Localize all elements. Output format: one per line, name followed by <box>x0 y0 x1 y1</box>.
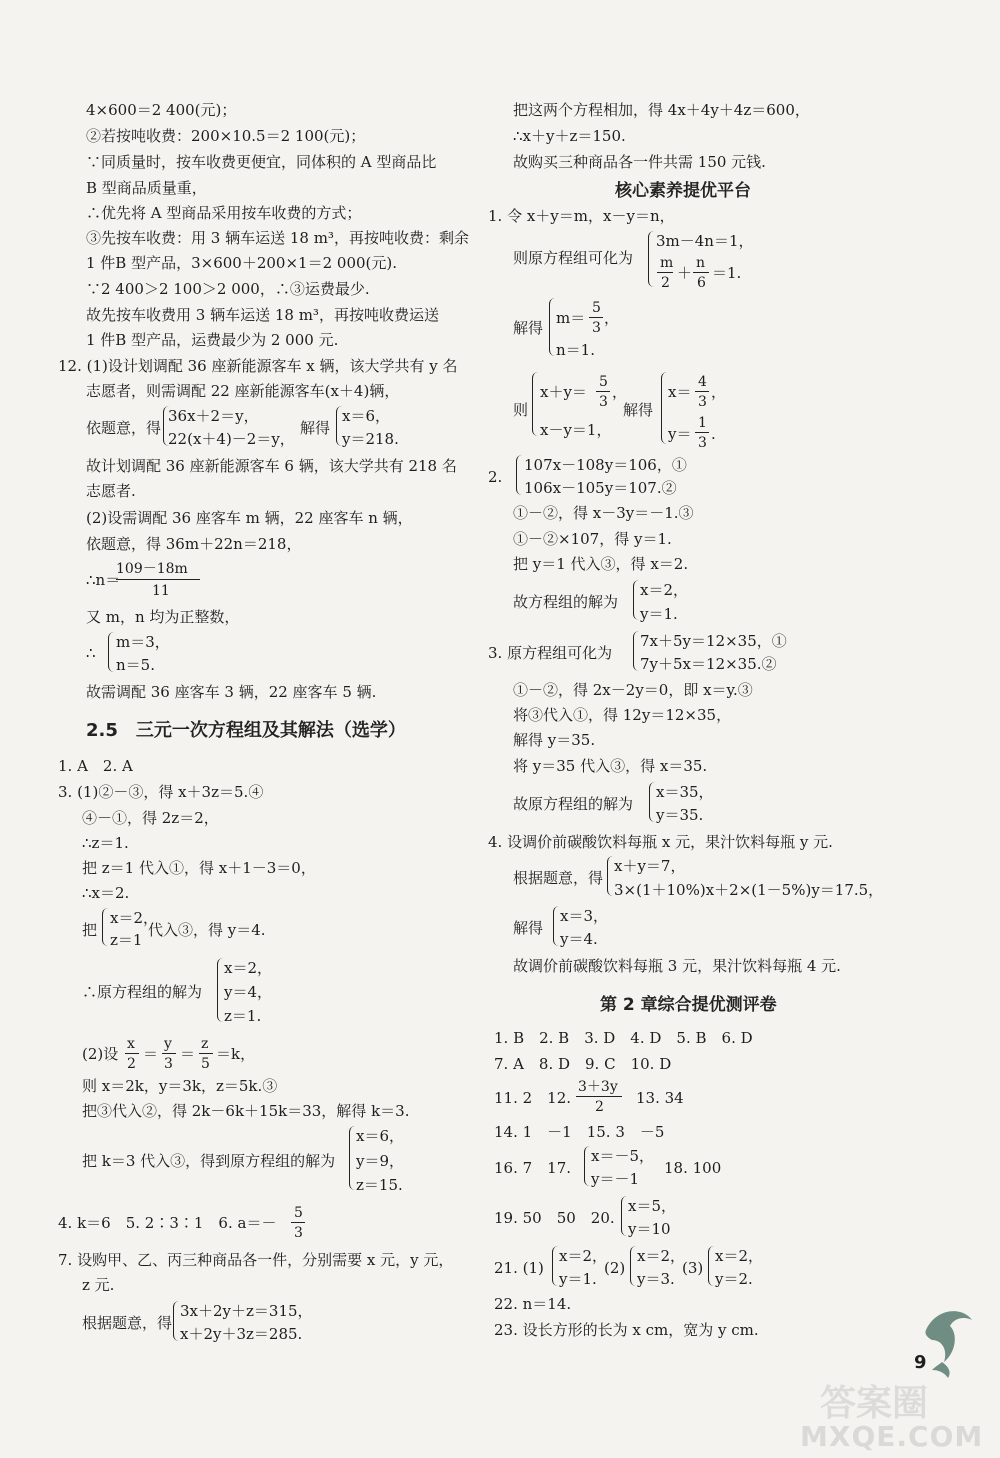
system-eq: x＝2， <box>637 1247 686 1265</box>
fraction-denominator: 6 <box>697 275 706 291</box>
text-line: B 型商品质量重， <box>86 179 207 197</box>
brace <box>549 298 556 356</box>
system-eq: n＝5. <box>116 656 155 674</box>
system-eq: 36x＋2＝y， <box>168 407 259 425</box>
system-eq: y＝10 <box>628 1220 671 1238</box>
system-eq: 7x＋5y＝12×35，① <box>640 632 787 650</box>
text-line: 7. 设购甲、乙、丙三种商品各一件，分别需要 x 元，y 元， <box>58 1251 454 1269</box>
text-line: 根据题意，得 <box>513 869 604 887</box>
system-eq: 107x－108y＝106，① <box>524 456 687 474</box>
section-title: 2.5 三元一次方程组及其解法（选学） <box>86 720 406 741</box>
system-eq: x＝2， <box>559 1247 608 1265</box>
text-line: 13. 34 <box>636 1089 684 1107</box>
fraction-numerator: x <box>127 1036 135 1052</box>
text-line: 则 <box>513 401 529 419</box>
system-eq: x＋2y＋3z＝285. <box>180 1325 303 1343</box>
brace <box>607 856 614 896</box>
text-line: 解得 <box>513 919 544 937</box>
text-line: 则原方程组可化为 <box>513 249 634 267</box>
fraction-bar <box>116 579 200 580</box>
system-eq: x＝ <box>668 383 692 401</box>
system-eq: m＝ <box>556 309 586 327</box>
text-line: 解得 y＝35. <box>513 731 596 749</box>
text-line: 1. B 2. B 3. D 4. D 5. B 6. D <box>494 1029 753 1047</box>
text-line: 解得 <box>623 401 654 419</box>
question-12: 12. (1)设计划调配 36 座新能源客车 x 辆，该大学共有 y 名 <box>58 357 458 375</box>
fraction-numerator: 5 <box>294 1205 303 1221</box>
fraction-denominator: 3 <box>698 435 707 451</box>
text-line: 把这两个方程相加，得 4x＋4y＋4z＝600， <box>513 101 810 119</box>
watermark-logo: 答案圈 <box>820 1383 929 1424</box>
brace <box>532 372 539 436</box>
text-line: 故购买三种商品各一件共需 150 元钱. <box>513 153 766 171</box>
system-eq: x＝2， <box>224 959 273 977</box>
brace <box>633 580 640 620</box>
text-line: 1. 令 x＋y＝m，x－y＝n， <box>488 207 675 225</box>
fraction-numerator: 109－18m <box>116 561 188 577</box>
text-line: ∴优先将 A 型商品采用按车收费的方式； <box>86 204 362 222</box>
brace <box>621 1196 628 1236</box>
text-line: ， <box>604 309 620 327</box>
system-eq: 3m－4n＝1， <box>656 232 754 250</box>
fraction-numerator: 1 <box>698 415 707 431</box>
fraction-denominator: 2 <box>661 275 670 291</box>
system-eq: x＋y＝7， <box>614 857 686 875</box>
text-line: ∴z＝1. <box>82 834 129 852</box>
system-eq: z＝15. <box>356 1176 403 1194</box>
brace <box>553 906 560 946</box>
text-line: 故需调配 36 座客车 3 辆，22 座客车 5 辆. <box>86 683 377 701</box>
brace <box>217 958 224 1022</box>
text-line: . <box>711 425 716 443</box>
text-line: 1. A 2. A <box>58 757 133 775</box>
text-line: ②若按吨收费：200×10.5＝2 100(元)； <box>86 127 366 145</box>
system-eq: x＋y＝ <box>540 383 587 401</box>
text-line: 11. 2 12. <box>494 1089 572 1107</box>
text-line: ∴x＝2. <box>82 884 130 902</box>
fraction-denominator: 2 <box>595 1099 604 1115</box>
text-line: (3) <box>682 1259 704 1277</box>
system-eq: x＝3， <box>560 907 609 925</box>
text-line: 志愿者. <box>86 482 136 500</box>
text-line: ， <box>612 383 628 401</box>
text-line: 故计划调配 36 座新能源客车 6 辆，该大学共有 218 名 <box>86 457 457 475</box>
system-eq: x＝2， <box>110 909 159 927</box>
text-line: 将③代入①，得 12y＝12×35， <box>513 706 732 724</box>
system-eq: y＝3. <box>637 1270 675 1288</box>
system-eq: y＝35. <box>656 806 704 824</box>
text-line: 3. (1)②－③，得 x＋3z＝5.④ <box>58 783 264 801</box>
text-line: z 元. <box>82 1276 115 1294</box>
dolphin-icon <box>918 1300 978 1380</box>
text-line: 故先按车收费用 3 辆车运送 18 m³，再按吨收费运送 <box>86 306 439 324</box>
text-line: ④－①，得 2z＝2， <box>82 809 219 827</box>
fraction-numerator: 5 <box>599 374 608 390</box>
text-line: 又 m，n 均为正整数， <box>86 608 240 626</box>
text-line: 18. 100 <box>664 1159 722 1177</box>
text-line: ＋ <box>677 264 693 282</box>
brace <box>108 632 115 672</box>
text-line: 代入③，得 y＝4. <box>148 921 266 939</box>
fraction-denominator: 3 <box>599 394 608 410</box>
brace <box>552 1246 559 1286</box>
text-line: ③先按车收费：用 3 辆车运送 18 m³，再按吨收费：剩余 <box>86 229 469 247</box>
fraction-denominator: 11 <box>152 583 170 599</box>
text-line: ①－②，得 x－3y＝－1.③ <box>513 504 694 522</box>
text-line: 根据题意，得 <box>82 1314 173 1332</box>
system-eq: 3x＋2y＋z＝315， <box>180 1302 313 1320</box>
text-line: 2. <box>488 468 503 486</box>
text-line: 1 件B 型产品，3×600＋200×1＝2 000(元). <box>86 254 398 272</box>
system-eq: y＝4. <box>560 930 598 948</box>
brace <box>349 1126 356 1190</box>
text-line: ＝1. <box>712 264 742 282</box>
text-line: ∴ <box>86 644 96 662</box>
system-eq: z＝1 <box>110 931 143 949</box>
text-line: 把 y＝1 代入③，得 x＝2. <box>513 555 689 573</box>
system-eq: x－y＝1， <box>540 421 612 439</box>
system-eq: 3×(1＋10%)x＋2×(1－5%)y＝17.5， <box>614 881 884 899</box>
text-line: 16. 7 17. <box>494 1159 572 1177</box>
system-eq: n＝1. <box>556 341 595 359</box>
fraction-numerator: z <box>201 1036 209 1052</box>
brace <box>708 1246 715 1286</box>
fraction-numerator: 4 <box>698 374 707 390</box>
text-line: 4. 设调价前碳酸饮料每瓶 x 元，果汁饮料每瓶 y 元. <box>488 833 833 851</box>
text-line: ＝ <box>143 1045 159 1063</box>
fraction-numerator: 5 <box>592 300 601 316</box>
text-line: ①－②，得 2x－2y＝0，即 x＝y.③ <box>513 681 753 699</box>
page-number: 9 <box>914 1352 927 1373</box>
text-line: 志愿者，则需调配 22 座新能源客车(x＋4)辆， <box>86 382 400 400</box>
fraction-denominator: 3 <box>164 1056 173 1072</box>
text-line: 则 x＝2k，y＝3k，z＝5k.③ <box>82 1077 278 1095</box>
test-section-title: 第 2 章综合提优测评卷 <box>600 995 777 1015</box>
fraction-numerator: 3＋3y <box>578 1079 618 1095</box>
text-line: 把 <box>82 921 98 939</box>
brace <box>173 1301 180 1341</box>
system-eq: x＝－5， <box>591 1147 655 1165</box>
system-eq: y＝9， <box>356 1152 405 1170</box>
system-eq: y＝ <box>668 425 692 443</box>
system-eq: x＝6， <box>342 407 391 425</box>
system-eq: y＝1. <box>640 605 678 623</box>
text-line: 解得 <box>513 319 544 337</box>
fraction-denominator: 3 <box>294 1225 303 1241</box>
text-line: 故原方程组的解为 <box>513 795 634 813</box>
text-line: 21. (1) <box>494 1259 544 1277</box>
fraction-denominator: 3 <box>592 320 601 336</box>
text-line: 把 k＝3 代入③，得到原方程组的解为 <box>82 1152 336 1170</box>
text-line: 故调价前碳酸饮料每瓶 3 元，果汁饮料每瓶 4 元. <box>513 957 841 975</box>
text-line: 依题意，得 <box>86 419 162 437</box>
brace <box>584 1146 591 1186</box>
text-line: ＝k， <box>216 1045 256 1063</box>
fraction-denominator: 2 <box>127 1056 136 1072</box>
text-line: 3. 原方程组可化为 <box>488 644 613 662</box>
fraction-numerator: n <box>696 255 706 271</box>
system-eq: x＝6， <box>356 1127 405 1145</box>
fraction-numerator: y <box>164 1036 172 1052</box>
text-line: ∵2 400＞2 100＞2 000，∴③运费最少. <box>86 280 370 298</box>
text-line: ∴n＝ <box>86 571 121 589</box>
brace <box>633 631 640 671</box>
text-line: ∴原方程组的解为 <box>82 983 203 1001</box>
text-line: 把 z＝1 代入①，得 x＋1－3＝0， <box>82 859 316 877</box>
text-line: (2)设需调配 36 座客车 m 辆，22 座客车 n 辆， <box>86 509 413 527</box>
fraction-denominator: 5 <box>201 1056 210 1072</box>
text-line: ∵同质量时，按车收费更便宜，同体积的 A 型商品比 <box>86 153 437 171</box>
system-eq: z＝1. <box>224 1007 262 1025</box>
brace <box>661 372 668 444</box>
fraction-denominator: 3 <box>698 394 707 410</box>
text-line: 4×600＝2 400(元)； <box>86 101 237 119</box>
text-line: 7. A 8. D 9. C 10. D <box>494 1055 672 1073</box>
system-eq: y＝－1 <box>591 1170 640 1188</box>
text-line: 故方程组的解为 <box>513 593 619 611</box>
text-line: 解得 <box>300 419 331 437</box>
text-line: (2)设 <box>82 1045 119 1063</box>
text-line: ， <box>711 383 727 401</box>
text-line: ＝ <box>180 1045 196 1063</box>
brace <box>648 231 655 287</box>
system-eq: m＝3， <box>116 633 170 651</box>
brace <box>649 782 656 822</box>
watermark-url: MXQE.COM <box>800 1420 984 1453</box>
system-eq: x＝35， <box>656 783 714 801</box>
system-eq: x＝5， <box>628 1197 677 1215</box>
system-eq: y＝1. <box>559 1270 597 1288</box>
text-line: 14. 1 －1 15. 3 －5 <box>494 1123 665 1141</box>
text-line: 22. n＝14. <box>494 1295 572 1313</box>
fraction-numerator: m <box>660 255 674 271</box>
system-eq: x＝2， <box>715 1247 764 1265</box>
system-eq: 106x－105y＝107.② <box>524 479 677 497</box>
brace <box>516 455 523 495</box>
system-eq: 7y＋5x＝12×35.② <box>640 655 777 673</box>
text-line: 23. 设长方形的长为 x cm，宽为 y cm. <box>494 1321 759 1339</box>
core-section-title: 核心素养提优平台 <box>615 181 751 201</box>
text-line: 把③代入②，得 2k－6k＋15k＝33，解得 k＝3. <box>82 1102 410 1120</box>
text-line: ∴x＋y＋z＝150. <box>513 127 626 145</box>
text-line: 将 y＝35 代入③，得 x＝35. <box>513 757 708 775</box>
system-eq: y＝4， <box>224 983 273 1001</box>
system-eq: y＝218. <box>342 430 399 448</box>
brace <box>102 908 109 946</box>
text-line: 依题意，得 36m＋22n＝218， <box>86 535 302 553</box>
system-eq: y＝2. <box>715 1270 753 1288</box>
text-line: 1 件B 型产品，运费最少为 2 000 元. <box>86 331 339 349</box>
text-line: ①－②×107，得 y＝1. <box>513 530 672 548</box>
text-line: 4. k＝6 5. 2∶3∶1 6. a＝－ <box>58 1214 277 1232</box>
text-line: (2) <box>604 1259 626 1277</box>
system-eq: x＝2， <box>640 581 689 599</box>
text-line: 19. 50 50 20. <box>494 1209 615 1227</box>
brace <box>630 1246 637 1286</box>
system-eq: 22(x＋4)－2＝y， <box>168 430 295 448</box>
